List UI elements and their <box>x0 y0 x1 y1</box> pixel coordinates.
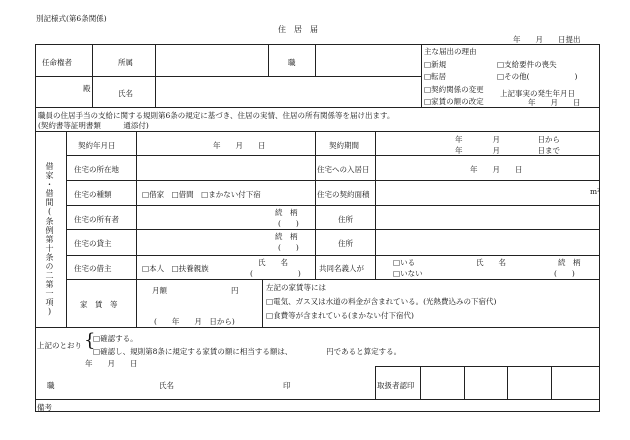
period-from[interactable]: 年 月 日から <box>455 135 560 144</box>
address-field[interactable] <box>137 156 314 179</box>
lender-relation-label: 続 柄 <box>275 232 298 241</box>
lender-address-label: 住所 <box>338 239 353 248</box>
name-label: 氏名 <box>118 89 133 98</box>
borrower-label: 住宅の借主 <box>74 264 112 273</box>
handler-seal-label: 取扱者認印 <box>377 381 415 390</box>
area-label: 住宅の契約面積 <box>317 190 370 199</box>
occur-label: 上記事実の発生年月日 <box>500 89 575 98</box>
owner-address-label: 住所 <box>338 215 353 224</box>
confirm-post-label: 職 <box>47 381 55 390</box>
co-relation-label: 続 柄 <box>558 258 581 267</box>
lender-label: 住宅の貸主 <box>74 239 112 248</box>
confirm-date[interactable]: 年 月 日 <box>85 359 138 368</box>
seal-box-2[interactable] <box>465 367 506 399</box>
confirm-lead: 上記のとおり <box>37 341 82 350</box>
borrower-name-label: 氏 名 <box>258 258 288 267</box>
notice-line1: 職員の住居手当の支給に関する規則第6条の規定に基づき、住居の実情、住居の所有関係等を届け出ます。 <box>38 111 395 120</box>
remarks-label: 備考 <box>37 403 52 412</box>
seal-box-4[interactable] <box>552 367 598 399</box>
area-unit: m² <box>590 187 601 196</box>
co-relation-paren[interactable]: ( ) <box>554 269 575 278</box>
dept-field[interactable] <box>156 45 267 76</box>
seal-box-1[interactable] <box>421 367 463 399</box>
contract-date-label: 契約年月日 <box>78 141 116 150</box>
borrower-name-paren[interactable]: ( ) <box>250 269 301 278</box>
movein-label: 住宅への入居日 <box>317 165 370 174</box>
brace-icon: { <box>84 330 96 351</box>
rent-label: 家 賃 等 <box>80 300 118 309</box>
rent-option-utilities[interactable]: □電気、ガス又は水道の料金が含まれている。(光熱費込みの下宿代) <box>266 297 497 306</box>
rent-since[interactable]: ( 年 月 日から) <box>154 317 235 326</box>
form-label: 別記様式(第6条関係) <box>36 14 107 23</box>
owner-address-field[interactable] <box>376 206 599 228</box>
reason-move[interactable]: □転居 <box>424 72 447 81</box>
owner-relation-label: 続 柄 <box>275 208 298 217</box>
type-options[interactable]: □借家 □借間 □まかない付下宿 <box>142 190 261 199</box>
co-contract-no[interactable]: □いない <box>393 269 423 278</box>
contract-period-label: 契約期間 <box>329 141 359 150</box>
confirm-option-2[interactable]: □確認し、規則第8条に規定する家賃の額に相当する額は、 円であると算定する。 <box>93 347 402 356</box>
co-name-label: 氏 名 <box>476 258 506 267</box>
rent-note: 左記の家賃等には <box>266 283 326 292</box>
occur-date[interactable]: 年 月 日 <box>528 98 581 107</box>
confirm-name-label: 氏名 <box>159 381 174 390</box>
lender-address-field[interactable] <box>376 230 599 254</box>
reason-rent-revision[interactable]: □家賃の額の改定 <box>424 97 484 106</box>
co-contract-label: 共同名義人が <box>319 264 364 273</box>
owner-relation-paren[interactable]: ( ) <box>278 219 299 228</box>
dono-label: 殿 <box>83 84 91 93</box>
borrower-options[interactable]: □本人 □扶養親族 <box>142 264 209 273</box>
owner-label: 住宅の所有者 <box>74 215 119 224</box>
rent-monthly-label: 月額 <box>152 286 167 295</box>
period-to[interactable]: 年 月 日まで <box>455 146 560 155</box>
reasons-heading: 主な届出の理由 <box>424 47 477 56</box>
reason-contract-change[interactable]: □契約関係の変更 <box>424 85 484 94</box>
reason-new[interactable]: □新規 <box>424 60 447 69</box>
type-label: 住宅の種類 <box>74 190 112 199</box>
movein-value[interactable]: 年 月 日 <box>470 165 523 174</box>
reason-loss[interactable]: □支給要件の喪失 <box>497 60 557 69</box>
address-label: 住宅の所在地 <box>74 165 119 174</box>
lender-relation-paren[interactable]: ( ) <box>278 243 299 252</box>
page-title: 住 居 届 <box>278 25 318 34</box>
side-label: 借家・借間(条例第十条の二第一項) <box>45 162 54 317</box>
confirm-option-1[interactable]: □確認する。 <box>93 334 138 343</box>
post-field[interactable] <box>316 45 420 76</box>
rent-yen: 円 <box>231 286 239 295</box>
name-field[interactable] <box>156 77 420 107</box>
reason-other[interactable]: □その他( ) <box>497 72 578 81</box>
notice-line2: (契約書等証明書類 通添付) <box>38 121 149 130</box>
dept-label: 所属 <box>118 58 133 67</box>
rent-option-meals[interactable]: □食費等が含まれている(まかない付下宿代) <box>266 311 414 320</box>
seal-mark: 印 <box>283 381 291 390</box>
appointer-label: 任命権者 <box>42 58 72 67</box>
seal-box-3[interactable] <box>508 367 550 399</box>
submit-date: 年 月 日提出 <box>513 35 581 44</box>
contract-date-value[interactable]: 年 月 日 <box>213 141 266 150</box>
co-contract-yes[interactable]: □いる <box>393 258 416 267</box>
post-label: 職 <box>288 58 296 67</box>
